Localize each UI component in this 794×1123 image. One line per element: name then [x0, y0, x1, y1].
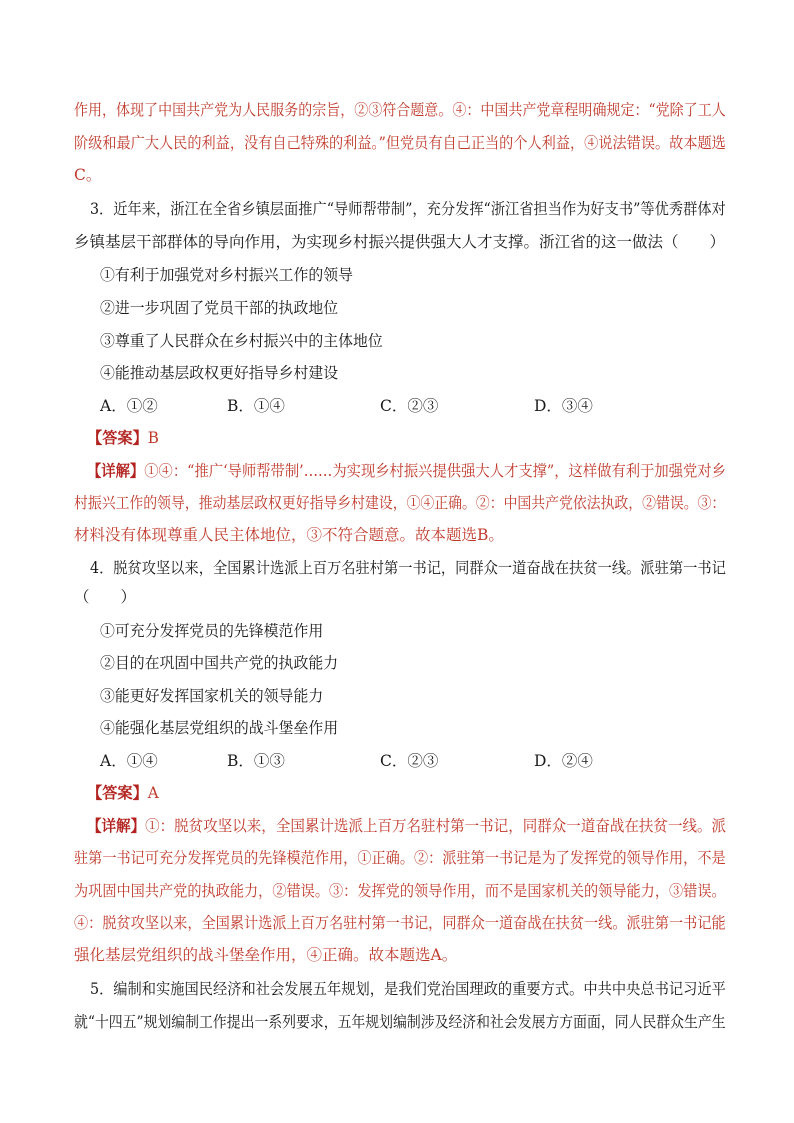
q4-detail-line-4: ④：脱贫攻坚以来，全国累计选派上百万名驻村第一书记，同群众一道奋战在扶贫一线。派驻第一书记能 [74, 914, 726, 932]
q4-choice-b: B．①③ [227, 752, 285, 770]
q4-detail-text-1: ①：脱贫攻坚以来，全国累计选派上百万名驻村第一书记，同群众一道奋战在扶贫一线。派 [145, 817, 727, 835]
prev-explanation-line-3: C。 [74, 166, 102, 184]
q3-choice-c: C．②③ [380, 397, 439, 415]
q4-option-4: ④能强化基层党组织的战斗堡垒作用 [100, 719, 339, 737]
q4-stem-line-1: 4．脱贫攻坚以来，全国累计选派上百万名驻村第一书记，同群众一道奋战在扶贫一线。派驻第一书记 [90, 559, 726, 577]
q4-detail-line-1 [87, 815, 727, 837]
prev-explanation-text: 阶级和最广大人民的利益，没有自己特殊的利益。”但党员有自己正当的个人利益， [74, 134, 585, 152]
prev-explanation-line-2 [74, 132, 726, 154]
q3-answer [87, 427, 726, 449]
q4-choice-d: D．②④ [534, 752, 593, 770]
q3-choices [100, 395, 720, 417]
q4-choice-c: C．②③ [380, 752, 439, 770]
q3-choice-d: D．③④ [534, 397, 593, 415]
q4-answer [87, 782, 726, 804]
q3-option-2: ②进一步巩固了党员干部的执政地位 [100, 299, 339, 317]
q4-stem-line-2: （ ） [74, 588, 137, 606]
prev-explanation-line-1: 作用，体现了中国共产党为人民服务的宗旨，②③符合题意。④：中国共产党章程明确规定：“党除了工人 [74, 101, 726, 119]
q4-choice-a: A．①④ [100, 752, 158, 770]
q4-answer-value: A [147, 784, 159, 802]
q3-detail-line-3: 材料没有体现尊重人民主体地位，③不符合题意。故本题选B。 [74, 526, 504, 544]
q3-stem-line-1: 3．近年来，浙江在全省乡镇层面推广“导师帮带制”，充分发挥“浙江省担当作为好支书”等优秀群体对 [90, 200, 726, 218]
q5-stem-line-1: 5．编制和实施国民经济和社会发展五年规划，是我们党治国理政的重要方式。中共中央总书记习近平 [90, 980, 726, 998]
q4-choices [100, 750, 720, 772]
q3-answer-value: B [147, 429, 159, 447]
q3-detail-text-1: ①④：“推广‘导师帮带制’……为实现乡村振兴提供强大人才支撑”，这样做有利于加强党对乡 [144, 462, 726, 480]
q4-detail-line-3: 为巩固中国共产党的执政能力，②错误。③：发挥党的领导作用，而不是国家机关的领导能力，③错误。 [74, 882, 726, 900]
q4-detail-line-2: 驻第一书记可充分发挥党员的先锋模范作用，①正确。②：派驻第一书记是为了发挥党的领导作用，不是 [74, 849, 726, 867]
q4-answer-label: 【答案】 [87, 783, 148, 802]
q3-option-1: ①有利于加强党对乡村振兴工作的领导 [100, 266, 353, 284]
q3-choice-b: B．①④ [227, 397, 285, 415]
q3-option-4: ④能推动基层政权更好指导乡村建设 [100, 364, 339, 382]
q4-option-3: ③能更好发挥国家机关的领导能力 [100, 687, 324, 705]
q3-choice-a: A．①② [100, 397, 158, 415]
prev-explanation-conclusion: ④说法错误。故本题选 [584, 134, 726, 152]
q5-stem-line-2: 就“十四五”规划编制工作提出一系列要求，五年规划编制涉及经济和社会发展方方面面，同人民群众生产生 [74, 1013, 726, 1031]
q3-detail-line-2: 村振兴工作的领导，推动基层政权更好指导乡村建设，①④正确。②：中国共产党依法执政，②错误。③： [74, 494, 726, 512]
q3-stem-line-2: 乡镇基层干部群体的导向作用，为实现乡村振兴提供强大人才支撑。浙江省的这一做法（ ） [74, 233, 726, 251]
q3-option-3: ③尊重了人民群众在乡村振兴中的主体地位 [100, 332, 383, 350]
q4-detail-line-5: 强化基层党组织的战斗堡垒作用，④正确。故本题选A。 [74, 946, 458, 964]
q3-answer-label: 【答案】 [87, 428, 148, 447]
q4-detail-label: 【详解】 [87, 816, 146, 835]
q3-detail-line-1 [87, 460, 726, 482]
q4-option-1: ①可充分发挥党员的先锋模范作用 [100, 622, 324, 640]
q4-option-2: ②目的在巩固中国共产党的执政能力 [100, 654, 339, 672]
q3-detail-label: 【详解】 [87, 461, 145, 480]
